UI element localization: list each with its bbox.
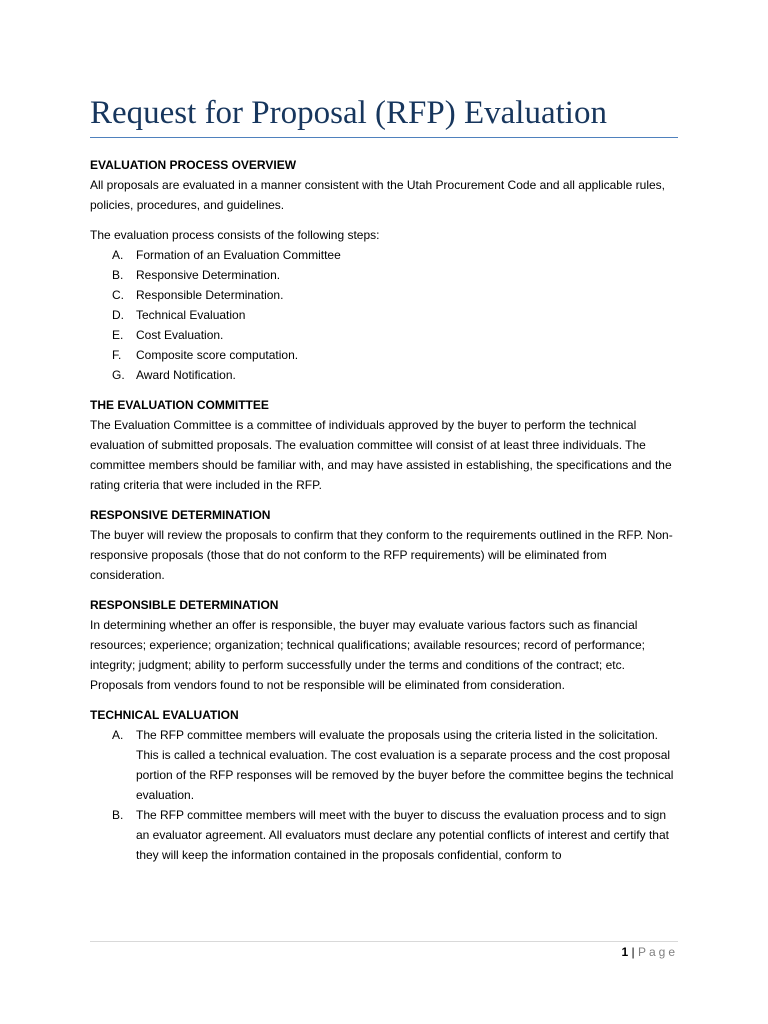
document-title: Request for Proposal (RFP) Evaluation [90,95,607,131]
list-marker: E. [112,328,124,342]
footer-separator: | [631,945,635,959]
list-item-text: Composite score computation. [136,348,299,362]
list-item [90,305,678,325]
list-marker: B. [112,808,124,822]
section-responsible-determination [90,595,678,695]
list-item [90,805,678,865]
section-heading: TECHNICAL EVALUATION [90,708,239,722]
list-marker: B. [112,268,124,282]
list-marker: A. [112,248,124,262]
page-footer [621,942,678,962]
list-item-text: Cost Evaluation. [136,328,224,342]
section-heading: RESPONSIVE DETERMINATION [90,508,271,522]
paragraph: The buyer will review the proposals to confirm that they conform to the requirements outlined in the RFP. Non-responsive proposals (those that do not conform to the RFP requirements) will be eliminated from consideration. [90,528,673,582]
section-evaluation-committee [90,395,678,495]
list-item [90,725,678,805]
list-item [90,245,678,265]
paragraph: In determining whether an offer is responsible, the buyer may evaluate various factors such as financial resources; experience; organization; technical qualifications; available resources; record of performance; integrity; judgment; ability to perform successfully under the terms and conditions of the contract; etc. Proposals from vendors found to not be responsible will be eliminated from consideration. [90,618,645,692]
list-item [90,325,678,345]
paragraph: All proposals are evaluated in a manner consistent with the Utah Procurement Code and all applicable rules, policies, procedures, and guidelines. [90,178,665,212]
paragraph: The Evaluation Committee is a committee of individuals approved by the buyer to perform the technical evaluation of submitted proposals. The evaluation committee will consist of at least three individuals. The committee members should be familiar with, and may have assisted in establishing, the specifications and the rating criteria that were included in the RFP. [90,418,672,492]
list-item-text: Formation of an Evaluation Committee [136,248,341,262]
section-responsive-determination [90,505,678,585]
list-item [90,265,678,285]
list-item-text: Technical Evaluation [136,308,246,322]
page-number: 1 [621,945,629,959]
list-marker: A. [112,728,124,742]
list-item [90,285,678,305]
section-heading: EVALUATION PROCESS OVERVIEW [90,158,297,172]
section-heading: THE EVALUATION COMMITTEE [90,398,269,412]
section-heading: RESPONSIBLE DETERMINATION [90,598,279,612]
list-item-text: The RFP committee members will meet with the buyer to discuss the evaluation process and to sign an evaluator agreement. All evaluators must declare any potential conflicts of interest and certify that they will keep the information contained in the proposals confidential, conform to [136,808,669,862]
footer-divider [90,941,678,942]
list-item-text: Responsible Determination. [136,288,284,302]
list-item-text: The RFP committee members will evaluate the proposals using the criteria listed in the solicitation. This is called a technical evaluation. The cost evaluation is a separate process and the cost proposal portion of the RFP responses will be removed by the buyer before the committee begins the technical evaluation. [136,728,674,802]
document-body [90,155,678,865]
list-marker: G. [112,368,125,382]
list-item [90,345,678,365]
section-technical-evaluation [90,705,678,865]
title-underline [90,137,678,138]
technical-evaluation-list [90,725,678,865]
section-evaluation-process-overview [90,155,678,385]
list-item-text: Responsive Determination. [136,268,281,282]
list-marker: C. [112,288,124,302]
list-item-text: Award Notification. [136,368,236,382]
list-marker: F. [112,348,122,362]
list-item [90,365,678,385]
paragraph: The evaluation process consists of the following steps: [90,228,380,242]
steps-list [90,245,678,385]
list-marker: D. [112,308,124,322]
page-label: Page [637,945,678,959]
